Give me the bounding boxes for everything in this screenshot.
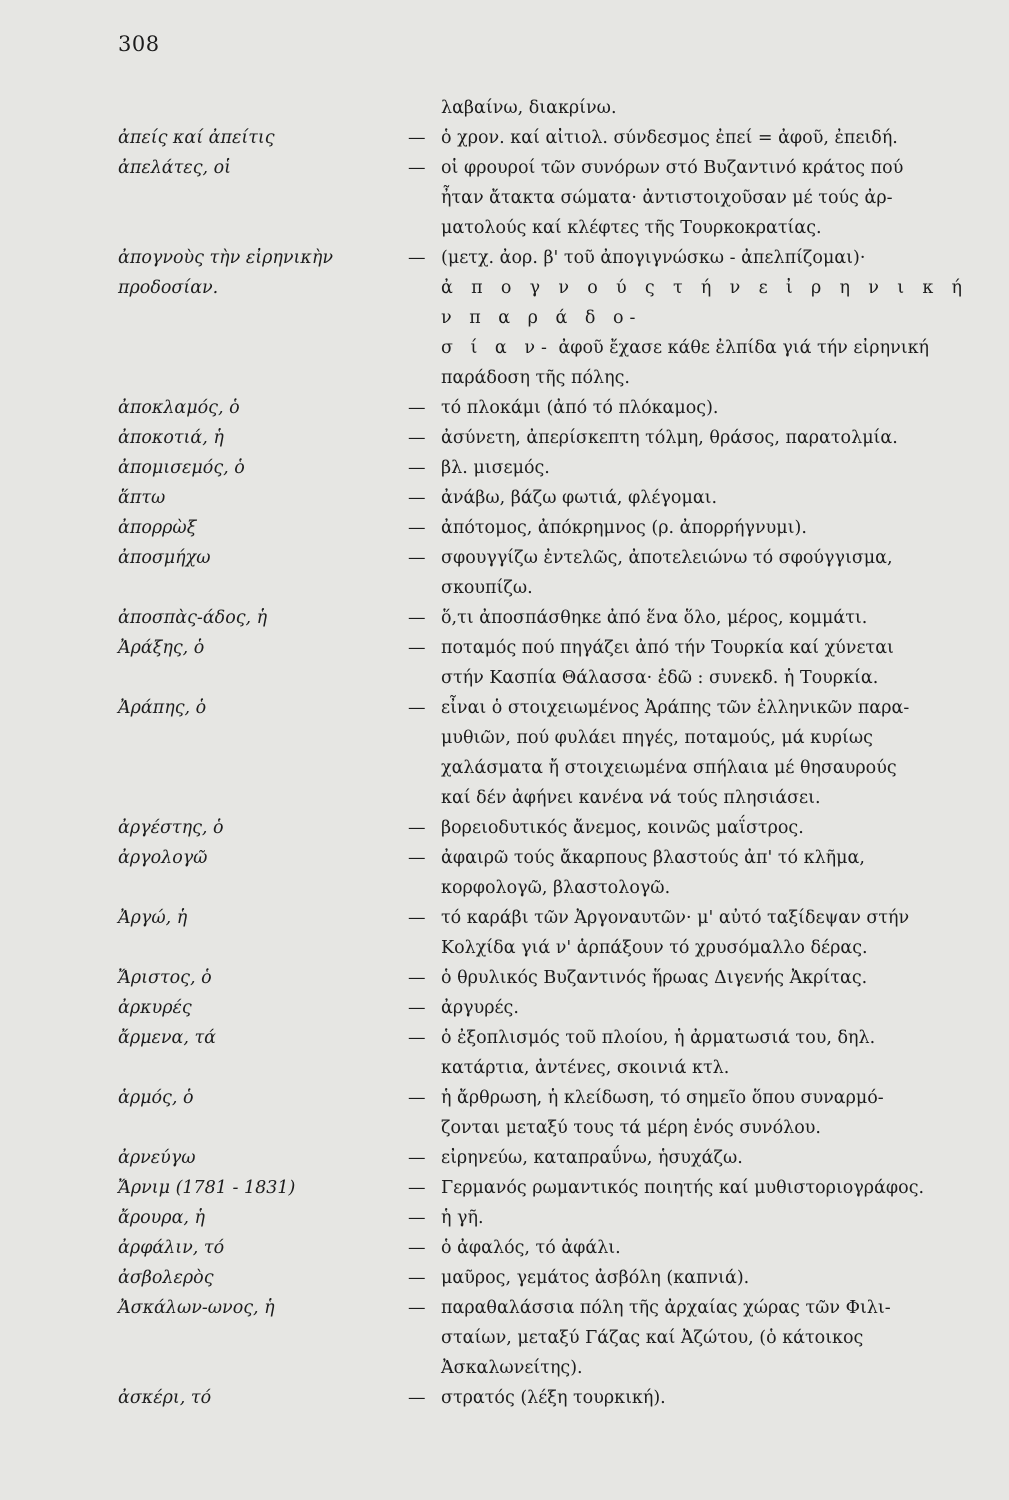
- entry-definition: Γερμανός ρωμαντικός ποιητής καί μυθιστοριογράφος.: [441, 1178, 925, 1198]
- entry-arnim: [118, 1173, 968, 1203]
- entry-definition: ἀργυρές.: [441, 998, 519, 1018]
- entry-apto: [118, 483, 968, 513]
- entry-dash: —: [408, 608, 426, 628]
- entry-term: Ἄρνιμ (1781 - 1831): [118, 1178, 296, 1198]
- entry-argologo: [118, 843, 968, 903]
- entry-term: ἄρουρα, ἡ: [118, 1208, 205, 1228]
- entry-arfalin: [118, 1233, 968, 1263]
- entry-dash: —: [408, 848, 426, 868]
- entry-dash: —: [408, 908, 426, 928]
- entry-term: ἀπείς καί ἀπείτις: [118, 128, 275, 148]
- entry-dash: —: [408, 128, 426, 148]
- entry-definition: ποταμός πού πηγάζει ἀπό τήν Τουρκία καί χύνεται στήν Κασπία Θάλασσα· ἐδῶ : συνεκδ. ἡ Τουρκία.: [441, 638, 894, 688]
- entry-term: ἀρνεύγω: [118, 1148, 196, 1168]
- entry-arnevgo: [118, 1143, 968, 1173]
- entry-dash: —: [408, 1298, 426, 1318]
- entry-term: ἀποκοτιά, ἡ: [118, 428, 224, 448]
- entry-dash: —: [408, 968, 426, 988]
- entry-dash: —: [408, 548, 426, 568]
- entry-term: ἅπτω: [118, 488, 166, 508]
- entry-definition: ὁ ἀφαλός, τό ἀφάλι.: [441, 1238, 621, 1258]
- entry-dash: —: [408, 1268, 426, 1288]
- entry-dash: —: [408, 518, 426, 538]
- entry-dash: —: [408, 1088, 426, 1108]
- entry-definition: βλ. μισεμός.: [441, 458, 550, 478]
- entry-askeri: [118, 1383, 968, 1413]
- entry-term: Ἀράπης, ὁ: [118, 698, 207, 718]
- entry-term: ἀσβολερὸς: [118, 1268, 214, 1288]
- entry-definition: ὁ ἐξοπλισμός τοῦ πλοίου, ἡ ἀρματωσιά του, δηλ. κατάρτια, ἀντένες, σκοινιά κτλ.: [441, 1028, 876, 1078]
- entry-definition: ὅ,τι ἀποσπάσθηκε ἀπό ἕνα ὅλο, μέρος, κομμάτι.: [441, 608, 868, 628]
- entry-apeis: [118, 123, 968, 153]
- entry-dash: —: [408, 458, 426, 478]
- entry-term: Ἀργώ, ἡ: [118, 908, 188, 928]
- entry-dash: —: [408, 1028, 426, 1048]
- entry-aposmicho: [118, 543, 968, 603]
- entry-dash: —: [408, 1148, 426, 1168]
- entry-term: ἀπορρὼξ: [118, 518, 197, 538]
- entry-arapis: [118, 693, 968, 813]
- entry-term: ἀπογνοὺς τὴν εἰρηνικὴν προδοσίαν.: [118, 248, 333, 298]
- entry-definition: ἡ γῆ.: [441, 1208, 484, 1228]
- entry-apospas: [118, 603, 968, 633]
- entry-definition: ἀνάβω, βάζω φωτιά, φλέγομαι.: [441, 488, 718, 508]
- entry-definition: μαῦρος, γεμάτος ἀσβόλη (καπνιά).: [441, 1268, 750, 1288]
- entry-term: Ἀσκάλων-ωνος, ἡ: [118, 1298, 275, 1318]
- entry-askalon: [118, 1293, 968, 1383]
- entry-definition: εἰρηνεύω, καταπραΰνω, ἡσυχάζω.: [441, 1148, 743, 1168]
- entry-dash: —: [408, 818, 426, 838]
- entry-aroura: [118, 1203, 968, 1233]
- entry-definition: [441, 243, 968, 393]
- entry-definition: σφουγγίζω ἐντελῶς, ἀποτελειώνω τό σφούγγισμα, σκουπίζω.: [441, 548, 893, 598]
- entry-dash: —: [408, 638, 426, 658]
- entry-apognous: [118, 243, 968, 393]
- page-number: 308: [118, 32, 160, 56]
- entry-definition: τό καράβι τῶν Ἀργοναυτῶν· μ' αὐτό ταξίδεψαν στήν Κολχίδα γιά ν' ἁρπάξουν τό χρυσόμαλλο δέρας.: [441, 908, 910, 958]
- entry-apoklamos: [118, 393, 968, 423]
- entry-term: Ἀράξης, ὁ: [118, 638, 205, 658]
- entry-argo: [118, 903, 968, 963]
- entry-dash: —: [408, 428, 426, 448]
- entry-term: ἀποκλαμός, ὁ: [118, 398, 240, 418]
- entry-dash: —: [408, 998, 426, 1018]
- entry-definition: ἀπότομος, ἀπόκρημνος (ρ. ἀπορρήγνυμι).: [441, 518, 807, 538]
- entry-definition: εἶναι ὁ στοιχειωμένος Ἀράπης τῶν ἑλληνικῶν παρα- μυθιῶν, πού φυλάει πηγές, ποταμούς, μά κυρίως χαλάσματα ἤ στοιχειωμένα σπήλαια μέ θησαυρούς καί δέν ἀφήνει κανένα νά τούς πλησιάσει.: [441, 698, 910, 808]
- glossary: [118, 93, 968, 1413]
- entry-dash: —: [408, 398, 426, 418]
- entry-term: ἀργολογῶ: [118, 848, 208, 868]
- spaced-quote: ἀ π ο γ ν ο ύ ς τ ή ν ε ἰ ρ η ν ι κ ή ν π α ρ ά δ ο-: [441, 278, 968, 328]
- entry-term: ἀπελάτες, οἱ: [118, 158, 232, 178]
- entry-argestis: [118, 813, 968, 843]
- entry-definition: παραθαλάσσια πόλη τῆς ἀρχαίας χώρας τῶν Φιλι- σταίων, μεταξύ Γάζας καί Ἀζώτου, (ὁ κάτοικος Ἀσκαλωνείτης).: [441, 1298, 891, 1378]
- entry-dash: —: [408, 248, 426, 268]
- entry-definition: ἡ ἄρθρωση, ἡ κλείδωση, τό σημεῖο ὅπου συναρμό- ζονται μεταξύ τους τά μέρη ἑνός συνόλου.: [441, 1088, 884, 1138]
- entry-term: ἀρκυρές: [118, 998, 192, 1018]
- entry-apelates: [118, 153, 968, 243]
- entry-definition: στρατός (λέξη τουρκική).: [441, 1388, 666, 1408]
- entry-definition: ὁ χρον. καί αἰτιολ. σύνδεσμος ἐπεί = ἀφοῦ, ἐπειδή.: [441, 128, 898, 148]
- entry-definition: οἱ φρουροί τῶν συνόρων στό Βυζαντινό κράτος πού ἦταν ἄτακτα σώματα· ἀντιστοιχοῦσαν μέ τούς ἀρ- ματολούς καί κλέφτες τῆς Τουρκοκρατίας.: [441, 158, 904, 238]
- entry-armena: [118, 1023, 968, 1083]
- entry-dash: —: [408, 1388, 426, 1408]
- entry-dash: —: [408, 1238, 426, 1258]
- entry-araxis: [118, 633, 968, 693]
- entry-definition: ὁ θρυλικός Βυζαντινός ἥρωας Διγενής Ἀκρίτας.: [441, 968, 868, 988]
- entry-term: ἀπομισεμός, ὁ: [118, 458, 245, 478]
- entry-arkyres: [118, 993, 968, 1023]
- entry-term: Ἄριστος, ὁ: [118, 968, 212, 988]
- entry-aporrox: [118, 513, 968, 543]
- entry-definition: ἀφαιρῶ τούς ἄκαρπους βλαστούς ἀπ' τό κλῆμα, κορφολογῶ, βλαστολογῶ.: [441, 848, 865, 898]
- entry-definition: τό πλοκάμι (ἀπό τό πλόκαμος).: [441, 398, 719, 418]
- entry-apokotia: [118, 423, 968, 453]
- entry-aristos: [118, 963, 968, 993]
- entry-armos: [118, 1083, 968, 1143]
- entry-dash: —: [408, 158, 426, 178]
- entry-term: ἄρμενα, τά: [118, 1028, 216, 1048]
- spaced-quote-end: σ ί α ν-: [441, 338, 553, 358]
- definition-grammar: (μετχ. ἀορ. β' τοῦ ἀπογιγνώσκω - ἀπελπίζομαι)·: [441, 248, 866, 268]
- entry-dash: —: [408, 488, 426, 508]
- entry-dash: —: [408, 698, 426, 718]
- entry-asvoleros: [118, 1263, 968, 1293]
- definition-rest: ἀφοῦ ἔχασε κάθε ἐλπίδα γιά τήν εἰρηνική παράδοση τῆς πόλης.: [441, 338, 930, 388]
- entry-term: ἀργέστης, ὁ: [118, 818, 224, 838]
- entry-term: ἀποσμήχω: [118, 548, 211, 568]
- entry-definition: ἀσύνετη, ἀπερίσκεπτη τόλμη, θράσος, παρατολμία.: [441, 428, 898, 448]
- entry-dash: —: [408, 1208, 426, 1228]
- entry-term: ἀποσπὰς-άδος, ἡ: [118, 608, 268, 628]
- entry-term: ἁρμός, ὁ: [118, 1088, 194, 1108]
- entry-apomisemos: [118, 453, 968, 483]
- entry-term: ἀρφάλιν, τό: [118, 1238, 225, 1258]
- entry-term: ἀσκέρι, τό: [118, 1388, 212, 1408]
- entry-definition: βορειοδυτικός ἄνεμος, κοινῶς μαΐστρος.: [441, 818, 804, 838]
- entry-dash: —: [408, 1178, 426, 1198]
- continuation-line: λαβαίνω, διακρίνω.: [441, 98, 617, 118]
